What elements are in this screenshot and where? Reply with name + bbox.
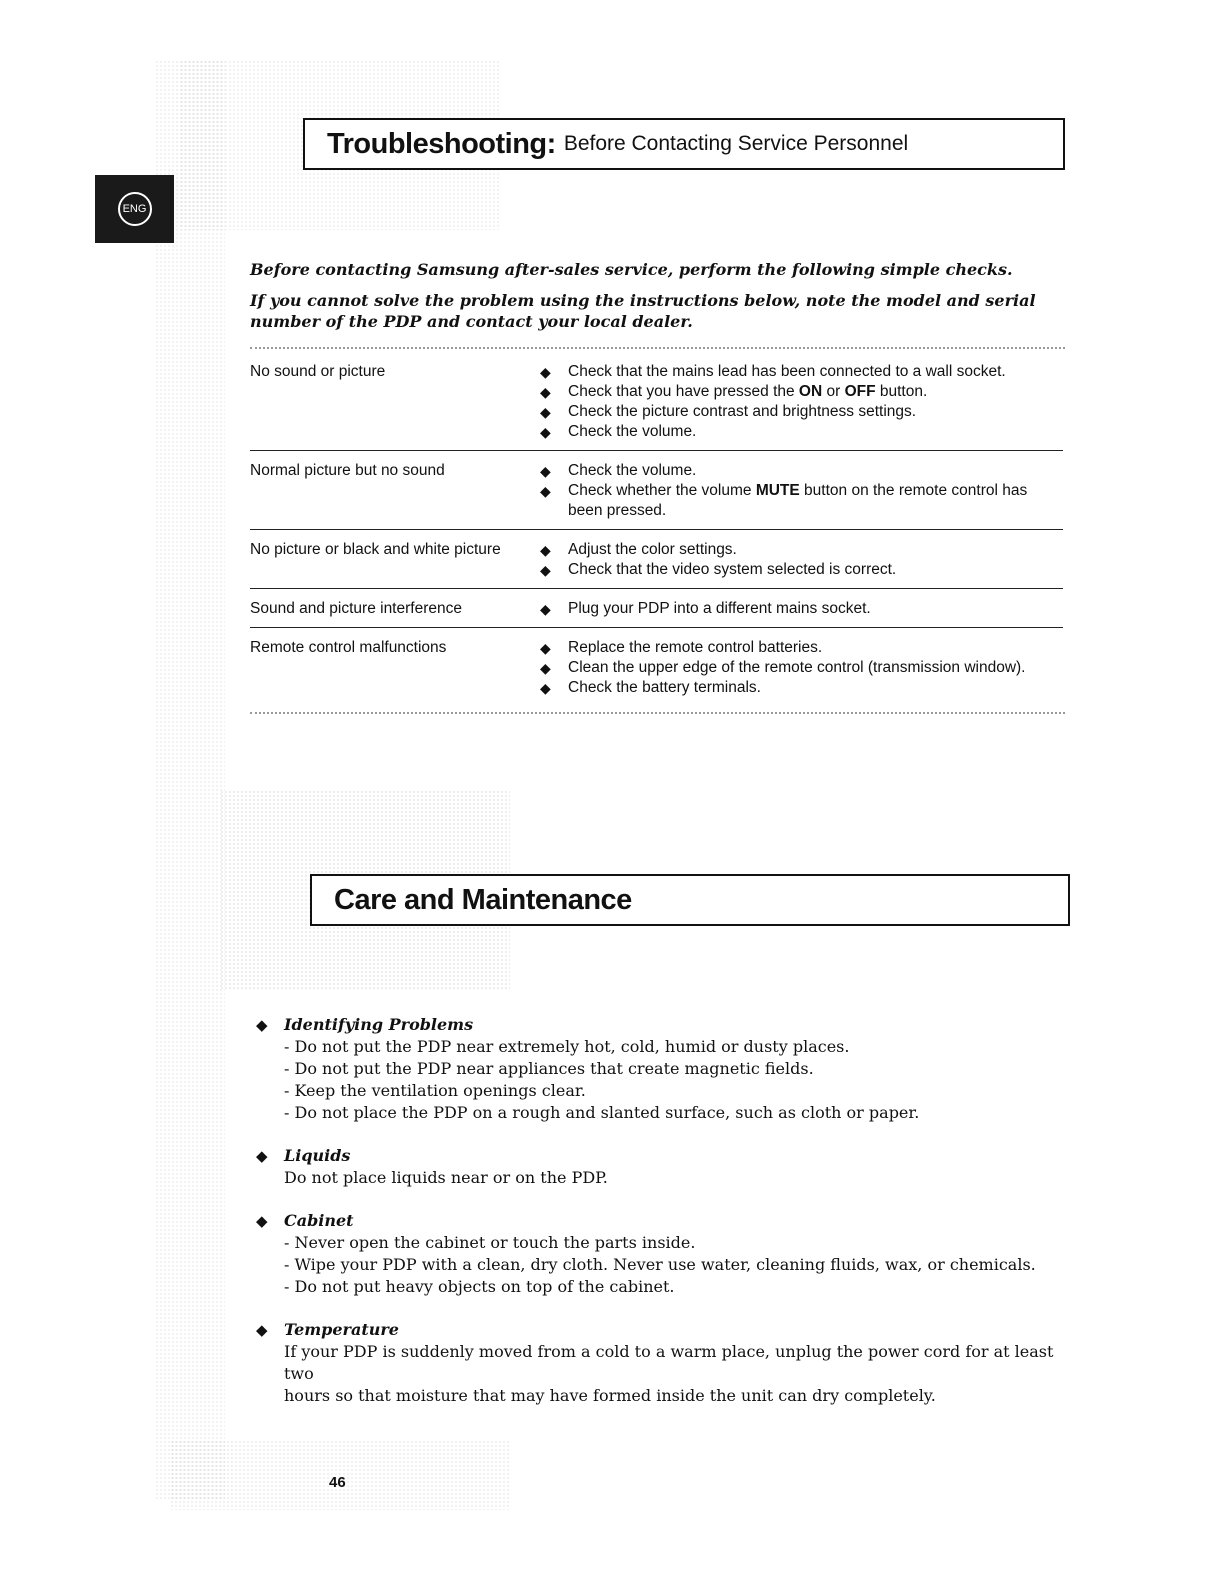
care-item-title: Cabinet (284, 1211, 354, 1230)
check-text: Check the battery terminals. (568, 679, 761, 696)
problem-label: Remote control malfunctions (250, 639, 447, 656)
problem-label: Normal picture but no sound (250, 462, 445, 479)
table-row (250, 599, 1063, 628)
care-line: - Do not put the PDP near appliances that create magnetic fields. (284, 1059, 814, 1078)
care-line: Do not place liquids near or on the PDP. (284, 1168, 608, 1187)
check-list (540, 599, 1063, 619)
diamond-bullet-icon: ◆ (256, 1148, 268, 1165)
diamond-bullet-icon: ◆ (540, 384, 551, 400)
language-tab (95, 175, 174, 243)
table-row (250, 638, 1063, 706)
check-item (540, 422, 1063, 442)
check-text: Check the volume. (568, 462, 697, 479)
intro-text-1: Before contacting Samsung after-sales service, perform the following simple checks. (250, 260, 1013, 279)
check-text: Check the volume. (568, 423, 697, 440)
problem-label: No sound or picture (250, 363, 386, 380)
diamond-bullet-icon: ◆ (540, 364, 551, 380)
check-list (540, 461, 1063, 521)
intro-text-2: If you cannot solve the problem using the instructions below, note the model and serial number of the PDP and contact your local dealer. (250, 291, 1036, 331)
care-line: - Keep the ventilation openings clear. (284, 1081, 586, 1100)
troubleshooting-table (250, 362, 1063, 716)
care-item (256, 1319, 1056, 1407)
diamond-bullet-icon: ◆ (540, 660, 551, 676)
care-list (256, 1014, 1056, 1428)
check-item (540, 362, 1063, 382)
dotted-divider-top (250, 347, 1065, 349)
dotted-divider-bottom (250, 712, 1065, 714)
diamond-bullet-icon: ◆ (540, 562, 551, 578)
check-item (540, 461, 1063, 481)
check-text: Plug your PDP into a different mains socket. (568, 600, 871, 617)
check-list (540, 362, 1063, 442)
language-badge-icon: ENG (118, 192, 152, 226)
diamond-bullet-icon: ◆ (540, 463, 551, 479)
troubleshooting-title: Troubleshooting: (327, 127, 556, 160)
halftone-texture-left (155, 60, 225, 1500)
check-text: Replace the remote control batteries. (568, 639, 823, 656)
page-number: 46 (329, 1474, 346, 1491)
care-item-heading (256, 1210, 1056, 1232)
diamond-bullet-icon: ◆ (256, 1322, 268, 1339)
care-item-lines (284, 1036, 1056, 1124)
diamond-bullet-icon: ◆ (256, 1213, 268, 1230)
table-row (250, 461, 1063, 530)
care-item (256, 1210, 1056, 1298)
diamond-bullet-icon: ◆ (540, 601, 551, 617)
check-item (540, 678, 1063, 698)
check-item (540, 402, 1063, 422)
check-list (540, 540, 1063, 580)
table-row (250, 362, 1063, 451)
check-item (540, 560, 1063, 580)
care-item-heading (256, 1145, 1056, 1167)
diamond-bullet-icon: ◆ (256, 1017, 268, 1034)
diamond-bullet-icon: ◆ (540, 424, 551, 440)
problem-label: No picture or black and white picture (250, 541, 501, 558)
check-item (540, 382, 1063, 402)
check-text: Check that you have pressed the ON or OFF button. (568, 383, 928, 400)
check-list (540, 638, 1063, 698)
troubleshooting-header (303, 118, 1065, 170)
care-line: - Do not put the PDP near extremely hot, cold, humid or dusty places. (284, 1037, 850, 1056)
troubleshooting-subtitle: Before Contacting Service Personnel (563, 132, 909, 155)
care-item-title: Liquids (284, 1146, 351, 1165)
care-line: - Wipe your PDP with a clean, dry cloth. Never use water, cleaning fluids, wax, or chemicals. (284, 1255, 1036, 1274)
diamond-bullet-icon: ◆ (540, 542, 551, 558)
care-line: - Never open the cabinet or touch the parts inside. (284, 1233, 696, 1252)
check-text: Check whether the volume MUTE button on the remote control has been pressed. (568, 482, 1028, 519)
check-text: Check that the video system selected is correct. (568, 561, 897, 578)
check-item (540, 540, 1063, 560)
care-item-lines (284, 1232, 1056, 1298)
care-line: hours so that moisture that may have formed inside the unit can dry completely. (284, 1386, 936, 1405)
care-item-lines (284, 1341, 1056, 1407)
diamond-bullet-icon: ◆ (540, 680, 551, 696)
check-item (540, 658, 1063, 678)
check-text: Check the picture contrast and brightness settings. (568, 403, 917, 420)
check-text: Clean the upper edge of the remote control (transmission window). (568, 659, 1026, 676)
check-text: Check that the mains lead has been connected to a wall socket. (568, 363, 1006, 380)
care-item-heading (256, 1319, 1056, 1341)
care-item-title: Temperature (284, 1320, 399, 1339)
check-item (540, 481, 1063, 521)
diamond-bullet-icon: ◆ (540, 483, 551, 499)
care-item (256, 1014, 1056, 1124)
care-title: Care and Maintenance (334, 883, 632, 916)
check-item (540, 599, 1063, 619)
care-item (256, 1145, 1056, 1189)
care-line: - Do not place the PDP on a rough and slanted surface, such as cloth or paper. (284, 1103, 920, 1122)
care-header (310, 874, 1070, 926)
diamond-bullet-icon: ◆ (540, 640, 551, 656)
care-item-lines (284, 1167, 1056, 1189)
care-line: - Do not put heavy objects on top of the cabinet. (284, 1277, 675, 1296)
table-row (250, 540, 1063, 589)
care-item-title: Identifying Problems (284, 1015, 474, 1034)
care-line: If your PDP is suddenly moved from a cold to a warm place, unplug the power cord for at least two (284, 1342, 1054, 1383)
check-text: Adjust the color settings. (568, 541, 737, 558)
diamond-bullet-icon: ◆ (540, 404, 551, 420)
problem-label: Sound and picture interference (250, 600, 462, 617)
care-item-heading (256, 1014, 1056, 1036)
check-item (540, 638, 1063, 658)
